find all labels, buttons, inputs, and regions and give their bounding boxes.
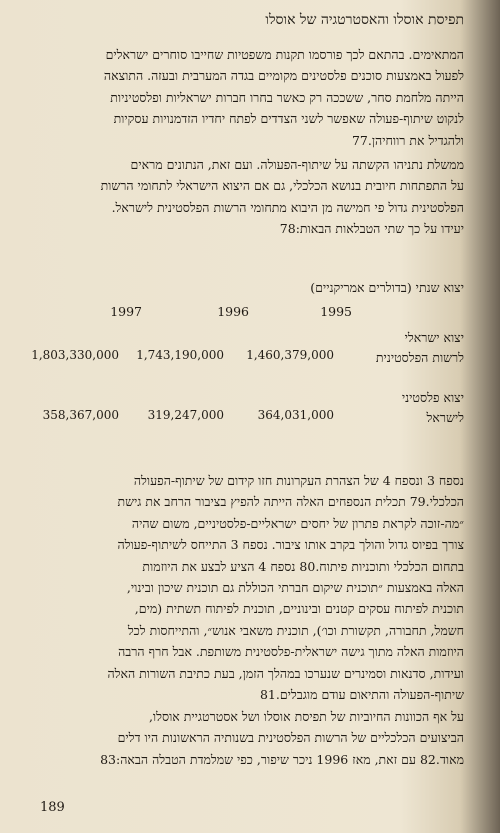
text-line: המתאימים. בהתאם לכך פורסמו תקנות משפטיות שחייבו סוחרים ישראלים (105, 47, 464, 62)
text-line: בתחום הכלכלי ותוכניות פיתוח.80 נספח 4 הציע לבצע את היוזמות (142, 558, 464, 574)
row-label-line: יצוא ישראלי (404, 330, 464, 345)
text-line: הייתה מלחמת סחר, ששככה רק כאשר בחרו חברות ישראליות ופלסטיניות (110, 89, 464, 105)
paragraph-4 (22, 706, 464, 770)
row-label-line: יצוא פלסטיני (401, 390, 464, 405)
year-header: 1996 (217, 304, 249, 319)
text-line: לנקוט שיתוף-פעולה שאפשר לשני הצדדים לפתח יחדיו הזדמנויות עסקיות (113, 111, 464, 127)
text-line: חשמל, תחבורה, תקשורת וכו׳), תוכנית משאבי אנוש״, והתייחסות לכל (127, 622, 464, 638)
paragraph-2 (22, 154, 464, 240)
text-line: נספח 3 ונספח 4 של הצהרת העקרונות חזו קידום של שיתוף-הפעולה (133, 473, 464, 488)
paragraph-3 (22, 470, 464, 705)
table-cell: 1,743,190,000 (136, 348, 224, 362)
text-line: יעידו על כך שתי הטבלאות הבאות:78 (279, 221, 464, 237)
running-header: תפיסת אוסלו והאסטרטגיה של אוסלו (265, 12, 464, 28)
text-line: לפעול באמצעות סוכנים פלסטינים מקומיים בגדה המערבית ובעזה. התוצאה (103, 68, 464, 84)
paragraph-1 (22, 44, 464, 151)
text-line: שיתוף-הפעולה והתיאום עודם מוגבלים.81 (259, 687, 464, 703)
row-label-line: לישראל (426, 410, 464, 425)
table-cell: 358,367,000 (42, 408, 119, 422)
text-line: ועידות, סדנאות וסמינרים שנערכו במהלך הזמן, בעת כתיבת השורות האלה (107, 665, 464, 681)
table-title: יצוא שנתי (בדולרים אמריקניים) (310, 280, 464, 295)
text-line: על אף הכוונות החיוביות של תפיסת אוסלו ושל אסטרטגיית אוסלו, (148, 709, 464, 724)
text-line: הביצועים הכלכליים של הרשות הפלסטינית בשנותיה הראשונות היו דלים (117, 730, 464, 746)
row-label (376, 328, 464, 368)
text-line: צורך בפיוס גדול והולך בקרב אותו ציבור. נספח 3 התייחס לשיתוף-פעולה (117, 537, 464, 553)
text-line: הכלכלי.79 תכלית הנספחים האלה הייתה להפיץ בציבור הרחב את גישת (117, 494, 464, 510)
row-label-line: לרשות הפלסטינית (375, 350, 464, 365)
text-line: על התפתחות חיובית בנושא הכלכלי, גם אם היצוא הישראלי לתחומי הרשות (100, 178, 464, 194)
text-line: תוכנית לפיתוח עסקים קטנים ובינוניים, תוכנית לפיתוח תשתית (מים, (134, 601, 464, 617)
table-cell: 1,803,330,000 (31, 348, 119, 362)
text-line: ממשלת נתניהו הקשתה על שיתוף-הפעולה. ועם זאת, הנתונים מראים (130, 157, 464, 172)
year-header: 1995 (320, 304, 352, 319)
text-line: האלה באמצעות ״תוכנית שיקום חברתי הכוללת גם תוכנית שיכון ובינוי, (126, 580, 464, 596)
table-cell: 1,460,379,000 (246, 348, 334, 362)
table-cell: 319,247,000 (147, 408, 224, 422)
table-cell: 364,031,000 (257, 408, 334, 422)
text-line: מאוד.82 עם זאת, מאז 1996 ניכר שיפור, כפי שמלמדת הטבלה הבאה:83 (100, 751, 464, 767)
row-label (402, 388, 464, 428)
text-line: היוזמות האלה מתוך גישה ישראלית-פלסטינית משותפת. אבל חרף הרבה (118, 644, 464, 660)
text-line: הפלסטינית גדול פי חמישה מן היבוא מתחומי הרשות הפלסטינית לישראל. (111, 199, 464, 215)
page-number: 189 (40, 800, 65, 815)
year-header: 1997 (110, 304, 142, 319)
text-line: ולהגדיל את רווחיהן.77 (351, 132, 464, 148)
text-line: ״מה-זוכה לקראת פתרון של יחסים ישראליים-פלסטיניים, משום שהיה (131, 515, 464, 531)
